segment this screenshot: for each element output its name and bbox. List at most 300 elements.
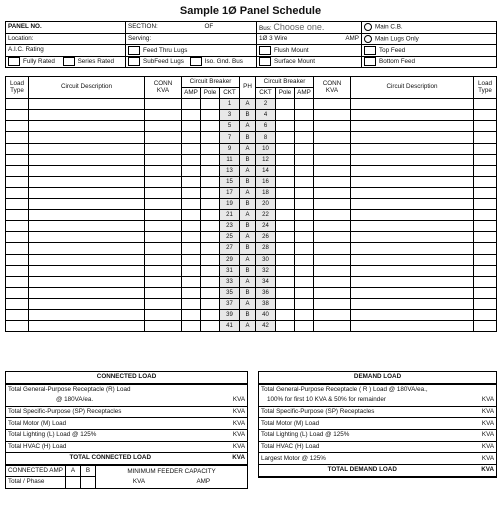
main-cb-radio-icon[interactable]	[364, 23, 372, 31]
breaker-amp-right-cell[interactable]	[295, 232, 314, 243]
load-type-right-cell[interactable]	[474, 210, 497, 221]
feeder-amp-label[interactable]: AMP	[196, 477, 211, 485]
load-type-right-cell[interactable]	[474, 243, 497, 254]
breaker-amp-left-cell[interactable]	[182, 321, 201, 332]
breaker-pole-right-cell[interactable]	[276, 243, 295, 254]
ph-cell: A	[240, 298, 256, 309]
breaker-amp-right-cell[interactable]	[295, 298, 314, 309]
load-type-right-cell[interactable]	[474, 110, 497, 121]
load-type-left-cell[interactable]	[6, 243, 29, 254]
connected-lighting-label: Total Lighting (L) Load @ 125%	[6, 429, 215, 441]
total-connected-load-kva[interactable]: KVA	[215, 453, 248, 465]
load-type-left-cell[interactable]	[6, 143, 29, 154]
breaker-pole-left-cell[interactable]	[201, 265, 220, 276]
conn-kva-right-cell[interactable]	[314, 265, 351, 276]
conn-kva-left-cell[interactable]	[145, 199, 182, 210]
breaker-pole-left-cell[interactable]	[201, 298, 220, 309]
circuit-description-left-cell[interactable]	[29, 187, 145, 198]
breaker-pole-right-cell[interactable]	[276, 165, 295, 176]
breaker-amp-left-cell[interactable]	[182, 154, 201, 165]
conn-kva-left-cell[interactable]	[145, 176, 182, 187]
demand-motor-label: Total Motor (M) Load	[259, 418, 466, 430]
conn-kva-right-cell[interactable]	[314, 210, 351, 221]
breaker-amp-right-cell[interactable]	[295, 210, 314, 221]
ckt-right-cell: 40	[256, 309, 276, 320]
circuit-description-right-cell[interactable]	[351, 309, 474, 320]
flush-mount-label: Flush Mount	[274, 46, 309, 54]
ckt-left-cell: 19	[220, 199, 240, 210]
load-type-left-cell[interactable]	[6, 232, 29, 243]
panel-no-label: PANEL NO.	[8, 23, 42, 31]
load-type-left-cell[interactable]	[6, 132, 29, 143]
circuit-description-left-cell[interactable]	[29, 265, 145, 276]
connected-lighting-kva[interactable]: KVA	[215, 429, 248, 441]
conn-kva-left-cell[interactable]	[145, 321, 182, 332]
breaker-amp-right-cell[interactable]	[295, 321, 314, 332]
breaker-pole-left-cell[interactable]	[201, 99, 220, 110]
load-type-right-cell[interactable]	[474, 265, 497, 276]
breaker-amp-left-cell[interactable]	[182, 232, 201, 243]
circuit-description-right-cell[interactable]	[351, 254, 474, 265]
breaker-pole-left-cell[interactable]	[201, 176, 220, 187]
largest-motor-kva[interactable]: KVA	[466, 453, 497, 465]
circuit-description-left-cell[interactable]	[29, 309, 145, 320]
load-type-left-cell[interactable]	[6, 176, 29, 187]
breaker-amp-right-cell[interactable]	[295, 165, 314, 176]
load-type-left-cell[interactable]	[6, 276, 29, 287]
breaker-pole-left-cell[interactable]	[201, 287, 220, 298]
breaker-amp-left-cell[interactable]	[182, 165, 201, 176]
breaker-pole-right-cell[interactable]	[276, 132, 295, 143]
rating-options	[6, 56, 126, 68]
circuit-description-left-cell[interactable]	[29, 254, 145, 265]
breaker-amp-left-cell[interactable]	[182, 287, 201, 298]
load-type-left-cell[interactable]	[6, 210, 29, 221]
panel-header-table	[5, 21, 497, 68]
conn-kva-left-cell[interactable]	[145, 154, 182, 165]
circuit-row	[6, 298, 497, 309]
breaker-amp-left-cell[interactable]	[182, 110, 201, 121]
conn-kva-left-cell[interactable]	[145, 210, 182, 221]
surface-mount-option[interactable]	[257, 56, 362, 68]
load-type-right-cell[interactable]	[474, 321, 497, 332]
breaker-amp-right-cell[interactable]	[295, 143, 314, 154]
circuit-description-right-cell[interactable]	[351, 287, 474, 298]
connected-amp-label: CONNECTED AMP	[6, 465, 66, 477]
iso-gnd-bus-label: Iso. Gnd. Bus	[204, 58, 243, 66]
conn-kva-left-cell[interactable]	[145, 265, 182, 276]
load-type-left-cell[interactable]	[6, 99, 29, 110]
breaker-pole-left-cell[interactable]	[201, 165, 220, 176]
breaker-pole-left-cell[interactable]	[201, 221, 220, 232]
conn-kva-right-cell[interactable]	[314, 165, 351, 176]
wire-field	[257, 33, 362, 45]
breaker-amp-left-cell[interactable]	[182, 221, 201, 232]
main-lugs-radio-icon[interactable]	[364, 35, 372, 43]
load-type-left-cell[interactable]	[6, 321, 29, 332]
load-type-left-cell[interactable]	[6, 199, 29, 210]
ckt-left-cell: 27	[220, 243, 240, 254]
conn-kva-left-cell[interactable]	[145, 99, 182, 110]
breaker-amp-left-cell[interactable]	[182, 243, 201, 254]
ckt-left-cell: 13	[220, 165, 240, 176]
load-type-right-cell[interactable]	[474, 121, 497, 132]
ckt-left-cell: 11	[220, 154, 240, 165]
circuit-table	[5, 76, 497, 332]
load-type-right-cell[interactable]	[474, 143, 497, 154]
breaker-amp-right-cell[interactable]	[295, 99, 314, 110]
conn-kva-right-cell[interactable]	[314, 143, 351, 154]
breaker-amp-left-cell[interactable]	[182, 176, 201, 187]
load-type-right-cell[interactable]	[474, 154, 497, 165]
ph-cell: A	[240, 321, 256, 332]
bottom-feed-option[interactable]	[362, 56, 497, 68]
load-type-right-cell[interactable]	[474, 254, 497, 265]
ckt-left-cell: 33	[220, 276, 240, 287]
ckt-right-cell: 28	[256, 243, 276, 254]
breaker-amp-left-cell[interactable]	[182, 276, 201, 287]
breaker-pole-right-cell[interactable]	[276, 221, 295, 232]
circuit-row	[6, 176, 497, 187]
load-type-left-cell[interactable]	[6, 298, 29, 309]
breaker-pole-right-cell[interactable]	[276, 99, 295, 110]
feed-thru-lugs-checkbox-icon[interactable]	[128, 46, 140, 55]
circuit-description-left-cell[interactable]	[29, 121, 145, 132]
phase-b-value[interactable]	[81, 477, 96, 489]
breaker-amp-left-cell[interactable]	[182, 199, 201, 210]
breaker-pole-left-cell[interactable]	[201, 309, 220, 320]
feeder-kva-label[interactable]: KVA	[132, 477, 146, 485]
circuit-description-right-cell[interactable]	[351, 165, 474, 176]
conn-kva-right-cell[interactable]	[314, 110, 351, 121]
circuit-description-right-cell[interactable]	[351, 154, 474, 165]
conn-kva-right-cell[interactable]	[314, 243, 351, 254]
demand-motor-kva[interactable]: KVA	[466, 418, 497, 430]
conn-kva-left-cell[interactable]	[145, 309, 182, 320]
ckt-right-cell: 10	[256, 143, 276, 154]
circuit-description-left-cell[interactable]	[29, 99, 145, 110]
load-summary-table	[5, 371, 497, 489]
conn-kva-left-cell[interactable]	[145, 287, 182, 298]
location-field[interactable]	[6, 33, 126, 45]
circuit-description-left-cell[interactable]	[29, 221, 145, 232]
breaker-amp-left-cell[interactable]	[182, 143, 201, 154]
circuit-description-left-cell[interactable]	[29, 276, 145, 287]
ckt-right-cell: 36	[256, 287, 276, 298]
conn-kva-left-cell[interactable]	[145, 221, 182, 232]
conn-kva-left-cell[interactable]	[145, 187, 182, 198]
circuit-description-right-cell[interactable]	[351, 121, 474, 132]
col-ph: PH	[240, 77, 256, 99]
circuit-row	[6, 110, 497, 121]
conn-kva-right-cell[interactable]	[314, 99, 351, 110]
breaker-amp-right-cell[interactable]	[295, 176, 314, 187]
breaker-pole-right-cell[interactable]	[276, 321, 295, 332]
breaker-pole-left-cell[interactable]	[201, 321, 220, 332]
circuit-description-left-cell[interactable]	[29, 132, 145, 143]
circuit-description-right-cell[interactable]	[351, 143, 474, 154]
subfeed-lugs-checkbox-icon[interactable]	[128, 57, 140, 66]
ph-cell: B	[240, 110, 256, 121]
breaker-amp-right-cell[interactable]	[295, 287, 314, 298]
breaker-amp-right-cell[interactable]	[295, 199, 314, 210]
circuit-description-left-cell[interactable]	[29, 154, 145, 165]
bus-select[interactable]: Choose one.	[273, 21, 325, 32]
breaker-amp-left-cell[interactable]	[182, 121, 201, 132]
conn-kva-right-cell[interactable]	[314, 199, 351, 210]
circuit-description-left-cell[interactable]	[29, 232, 145, 243]
breaker-pole-right-cell[interactable]	[276, 143, 295, 154]
bus-field[interactable]	[257, 22, 362, 34]
circuit-description-left-cell[interactable]	[29, 298, 145, 309]
load-type-right-cell[interactable]	[474, 221, 497, 232]
ph-cell: B	[240, 309, 256, 320]
breaker-amp-right-cell[interactable]	[295, 121, 314, 132]
load-type-left-cell[interactable]	[6, 187, 29, 198]
panel-no-field[interactable]	[6, 22, 126, 34]
breaker-amp-left-cell[interactable]	[182, 309, 201, 320]
conn-kva-right-cell[interactable]	[314, 321, 351, 332]
circuit-row	[6, 132, 497, 143]
breaker-pole-right-cell[interactable]	[276, 232, 295, 243]
connected-specific-kva[interactable]: KVA	[215, 406, 248, 418]
circuit-description-right-cell[interactable]	[351, 132, 474, 143]
breaker-pole-right-cell[interactable]	[276, 199, 295, 210]
conn-kva-left-cell[interactable]	[145, 276, 182, 287]
conn-kva-left-cell[interactable]	[145, 232, 182, 243]
circuit-description-right-cell[interactable]	[351, 298, 474, 309]
breaker-pole-right-cell[interactable]	[276, 176, 295, 187]
load-type-right-cell[interactable]	[474, 199, 497, 210]
col-ckt-right: CKT	[256, 88, 276, 99]
breaker-amp-right-cell[interactable]	[295, 254, 314, 265]
load-type-right-cell[interactable]	[474, 187, 497, 198]
ph-cell: B	[240, 199, 256, 210]
breaker-pole-right-cell[interactable]	[276, 298, 295, 309]
conn-kva-right-cell[interactable]	[314, 221, 351, 232]
load-type-right-cell[interactable]	[474, 287, 497, 298]
conn-kva-right-cell[interactable]	[314, 232, 351, 243]
ckt-right-cell: 12	[256, 154, 276, 165]
circuit-description-right-cell[interactable]	[351, 265, 474, 276]
load-type-right-cell[interactable]	[474, 176, 497, 187]
phase-a-value[interactable]	[66, 477, 81, 489]
breaker-pole-right-cell[interactable]	[276, 309, 295, 320]
load-type-left-cell[interactable]	[6, 154, 29, 165]
breaker-pole-left-cell[interactable]	[201, 254, 220, 265]
breaker-pole-left-cell[interactable]	[201, 110, 220, 121]
flush-mount-option[interactable]	[257, 45, 362, 57]
wire-amp-label: AMP	[345, 34, 359, 42]
circuit-description-left-cell[interactable]	[29, 199, 145, 210]
breaker-pole-left-cell[interactable]	[201, 232, 220, 243]
circuit-description-left-cell[interactable]	[29, 287, 145, 298]
demand-lighting-label: Total Lighting (L) Load @ 125%	[259, 429, 466, 441]
conn-kva-right-cell[interactable]	[314, 187, 351, 198]
load-type-left-cell[interactable]	[6, 265, 29, 276]
conn-kva-right-cell[interactable]	[314, 154, 351, 165]
load-type-left-cell[interactable]	[6, 309, 29, 320]
conn-kva-right-cell[interactable]	[314, 287, 351, 298]
breaker-pole-left-cell[interactable]	[201, 243, 220, 254]
load-type-right-cell[interactable]	[474, 298, 497, 309]
conn-kva-right-cell[interactable]	[314, 132, 351, 143]
circuit-description-left-cell[interactable]	[29, 243, 145, 254]
conn-kva-right-cell[interactable]	[314, 298, 351, 309]
top-feed-option[interactable]	[362, 45, 497, 57]
load-type-right-cell[interactable]	[474, 232, 497, 243]
breaker-amp-right-cell[interactable]	[295, 154, 314, 165]
breaker-amp-right-cell[interactable]	[295, 132, 314, 143]
conn-kva-left-cell[interactable]	[145, 254, 182, 265]
breaker-amp-right-cell[interactable]	[295, 221, 314, 232]
breaker-amp-right-cell[interactable]	[295, 187, 314, 198]
breaker-pole-right-cell[interactable]	[276, 287, 295, 298]
demand-hvac-label: Total HVAC (H) Load	[259, 441, 466, 453]
breaker-amp-left-cell[interactable]	[182, 132, 201, 143]
load-type-left-cell[interactable]	[6, 110, 29, 121]
ckt-left-cell: 23	[220, 221, 240, 232]
breaker-pole-right-cell[interactable]	[276, 121, 295, 132]
circuit-description-left-cell[interactable]	[29, 143, 145, 154]
fully-rated-label: Fully Rated	[23, 58, 55, 66]
section-field[interactable]	[126, 22, 257, 34]
load-type-right-cell[interactable]	[474, 99, 497, 110]
conn-kva-left-cell[interactable]	[145, 243, 182, 254]
col-circuit-breaker-right: Circuit Breaker	[256, 77, 314, 88]
breaker-amp-right-cell[interactable]	[295, 276, 314, 287]
breaker-pole-left-cell[interactable]	[201, 276, 220, 287]
bottom-feed-label: Bottom Feed	[379, 58, 416, 66]
breaker-pole-left-cell[interactable]	[201, 210, 220, 221]
ckt-left-cell: 21	[220, 210, 240, 221]
circuit-description-right-cell[interactable]	[351, 321, 474, 332]
connected-hvac-kva[interactable]: KVA	[215, 441, 248, 453]
circuit-description-right-cell[interactable]	[351, 187, 474, 198]
conn-kva-left-cell[interactable]	[145, 298, 182, 309]
serving-field[interactable]	[126, 33, 257, 45]
fully-rated-checkbox-icon[interactable]	[8, 57, 20, 66]
circuit-description-right-cell[interactable]	[351, 221, 474, 232]
breaker-pole-right-cell[interactable]	[276, 154, 295, 165]
conn-kva-left-cell[interactable]	[145, 110, 182, 121]
conn-kva-right-cell[interactable]	[314, 254, 351, 265]
ckt-left-cell: 3	[220, 110, 240, 121]
connected-motor-kva[interactable]: KVA	[215, 418, 248, 430]
load-type-right-cell[interactable]	[474, 309, 497, 320]
breaker-pole-right-cell[interactable]	[276, 276, 295, 287]
circuit-description-left-cell[interactable]	[29, 176, 145, 187]
breaker-amp-right-cell[interactable]	[295, 309, 314, 320]
flush-mount-checkbox-icon[interactable]	[259, 46, 271, 55]
feed-thru-lugs-option[interactable]	[126, 45, 257, 57]
iso-gnd-bus-checkbox-icon[interactable]	[190, 57, 202, 66]
breaker-pole-right-cell[interactable]	[276, 187, 295, 198]
demand-lighting-kva[interactable]: KVA	[466, 429, 497, 441]
circuit-row	[6, 99, 497, 110]
conn-kva-right-cell[interactable]	[314, 121, 351, 132]
breaker-amp-left-cell[interactable]	[182, 210, 201, 221]
circuit-description-right-cell[interactable]	[351, 99, 474, 110]
circuit-row	[6, 154, 497, 165]
circuit-description-left-cell[interactable]	[29, 165, 145, 176]
load-type-left-cell[interactable]	[6, 121, 29, 132]
conn-kva-left-cell[interactable]	[145, 132, 182, 143]
load-type-right-cell[interactable]	[474, 132, 497, 143]
conn-kva-right-cell[interactable]	[314, 176, 351, 187]
total-demand-load-kva[interactable]: KVA	[466, 465, 497, 477]
circuit-description-right-cell[interactable]	[351, 210, 474, 221]
circuit-description-left-cell[interactable]	[29, 321, 145, 332]
col-load-type-right: Load Type	[474, 77, 497, 99]
circuit-description-left-cell[interactable]	[29, 110, 145, 121]
surface-mount-checkbox-icon[interactable]	[259, 57, 271, 66]
demand-specific-kva[interactable]: KVA	[466, 406, 497, 418]
circuit-description-right-cell[interactable]	[351, 176, 474, 187]
breaker-amp-right-cell[interactable]	[295, 110, 314, 121]
breaker-pole-right-cell[interactable]	[276, 210, 295, 221]
series-rated-checkbox-icon[interactable]	[63, 57, 75, 66]
load-type-right-cell[interactable]	[474, 276, 497, 287]
demand-hvac-kva[interactable]: KVA	[466, 441, 497, 453]
breaker-pole-left-cell[interactable]	[201, 154, 220, 165]
breaker-amp-left-cell[interactable]	[182, 99, 201, 110]
breaker-pole-left-cell[interactable]	[201, 121, 220, 132]
breaker-pole-left-cell[interactable]	[201, 199, 220, 210]
circuit-description-right-cell[interactable]	[351, 232, 474, 243]
breaker-pole-left-cell[interactable]	[201, 143, 220, 154]
load-type-right-cell[interactable]	[474, 165, 497, 176]
top-feed-checkbox-icon[interactable]	[364, 46, 376, 55]
load-type-left-cell[interactable]	[6, 254, 29, 265]
bottom-feed-checkbox-icon[interactable]	[364, 57, 376, 66]
main-lugs-option[interactable]	[362, 33, 497, 45]
breaker-amp-right-cell[interactable]	[295, 265, 314, 276]
circuit-row	[6, 276, 497, 287]
load-type-left-cell[interactable]	[6, 165, 29, 176]
circuit-description-right-cell[interactable]	[351, 199, 474, 210]
circuit-description-right-cell[interactable]	[351, 110, 474, 121]
breaker-pole-right-cell[interactable]	[276, 265, 295, 276]
circuit-description-left-cell[interactable]	[29, 210, 145, 221]
connected-receptacle-kva[interactable]: KVA	[215, 395, 248, 406]
main-cb-option[interactable]	[362, 22, 497, 34]
conn-kva-left-cell[interactable]	[145, 143, 182, 154]
conn-kva-right-cell[interactable]	[314, 276, 351, 287]
circuit-description-right-cell[interactable]	[351, 243, 474, 254]
breaker-amp-left-cell[interactable]	[182, 298, 201, 309]
conn-kva-right-cell[interactable]	[314, 309, 351, 320]
ph-cell: B	[240, 132, 256, 143]
circuit-description-right-cell[interactable]	[351, 276, 474, 287]
conn-kva-left-cell[interactable]	[145, 121, 182, 132]
breaker-pole-right-cell[interactable]	[276, 110, 295, 121]
load-type-left-cell[interactable]	[6, 287, 29, 298]
breaker-amp-left-cell[interactable]	[182, 254, 201, 265]
demand-receptacle-kva[interactable]: KVA	[466, 395, 497, 406]
ckt-left-cell: 15	[220, 176, 240, 187]
breaker-pole-left-cell[interactable]	[201, 187, 220, 198]
load-type-left-cell[interactable]	[6, 221, 29, 232]
breaker-pole-right-cell[interactable]	[276, 254, 295, 265]
circuit-row	[6, 309, 497, 320]
feed-thru-lugs-label: Feed Thru Lugs	[143, 46, 188, 54]
breaker-amp-left-cell[interactable]	[182, 187, 201, 198]
breaker-amp-right-cell[interactable]	[295, 243, 314, 254]
breaker-pole-left-cell[interactable]	[201, 132, 220, 143]
breaker-amp-left-cell[interactable]	[182, 265, 201, 276]
conn-kva-left-cell[interactable]	[145, 165, 182, 176]
